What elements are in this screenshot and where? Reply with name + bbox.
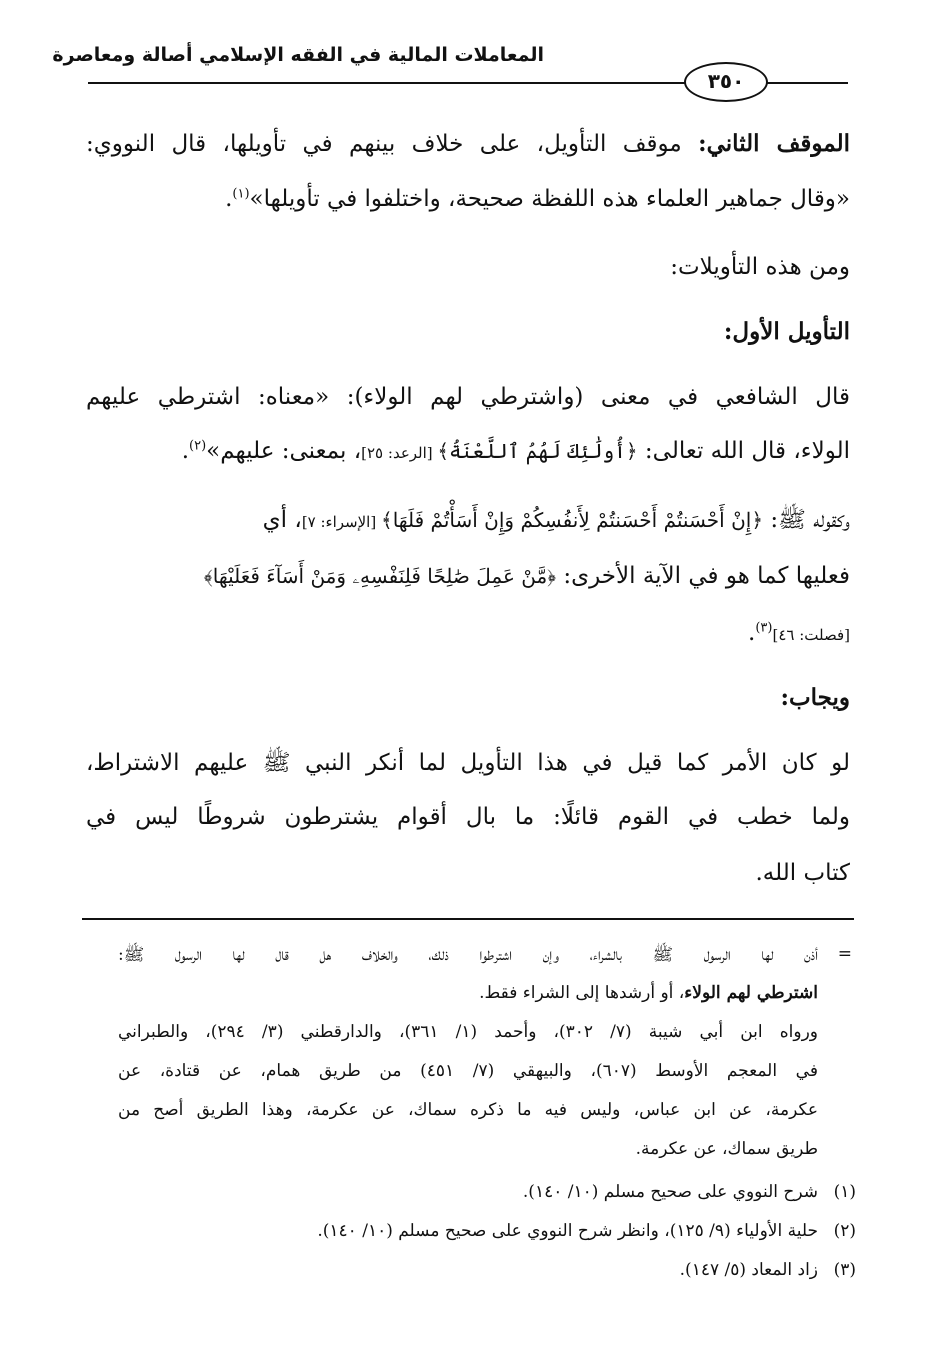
footnote-ref-2: (٢)	[189, 438, 207, 454]
paragraph-3-line-1: قال الشافعي في معنى (واشترطي لهم الولاء): «معناه: اشترطي عليهم	[86, 384, 850, 410]
footnote-continuation-line-6: طريق سماك، عن عكرمة.	[635, 1139, 818, 1159]
quran-verse-2: ﴿إِنْ أَحْسَنتُمْ أَحْسَنتُمْ لِأَنفُسِكُمْ وَإِنْ أَسَأْتُمْ فَلَهَا﴾	[380, 508, 764, 532]
paragraph-1-line-2	[86, 186, 850, 212]
paragraph-5-line-1: لو كان الأمر كما قيل في هذا التأويل لما أنكر النبي ﷺ عليهم الاشتراط،	[86, 750, 850, 776]
paragraph-4-end: .	[748, 620, 756, 646]
paragraph-4-line-1	[86, 505, 850, 539]
paragraph-1-end: .	[225, 186, 233, 212]
paragraph-4-text: وكقوله ﷺ:	[763, 507, 850, 533]
heading-response: ويجاب:	[780, 684, 850, 711]
paragraph-5-line-2: ولما خطب في القوم قائلًا: ما بال أقوام يشترطون شروطًا ليس في	[86, 804, 850, 830]
footnote-continuation-line-1: أذن لها الرسول ﷺ بالشراء، وإن اشترطوا ذلك، والخلاف هل قال لها الرسول ﷺ:	[118, 945, 818, 965]
footnote-continuation-marker: =	[837, 944, 852, 964]
footnote-2-marker: (٢)	[833, 1221, 856, 1241]
paragraph-4-text-b: ، أي	[262, 507, 302, 533]
verse-source-1: [الرعد: ٢٥]	[361, 444, 438, 462]
quran-verse-1: ﴿أُولَٰئِكَ لَهُمُ ٱللَّعْنَةُ﴾	[437, 439, 638, 463]
page-number: ٣٥٠	[684, 62, 768, 102]
verse-source-2: [الإسراء: ٧]	[301, 513, 381, 531]
paragraph-4-text-c: فعليها كما هو في الآية الأخرى:	[556, 563, 850, 589]
quran-verse-3: ﴿مَّنْ عَمِلَ صَٰلِحًا فَلِنَفْسِهِۦ وَمَنْ أَسَآءَ فَعَلَيْهَا﴾	[203, 564, 557, 588]
footnote-continuation-line-2	[118, 983, 818, 1003]
footnote-continuation-text: ، أو أرشدها إلى الشراء فقط.	[479, 983, 685, 1003]
paragraph-1-line-1	[86, 130, 850, 157]
paragraph-3-line-2	[86, 438, 850, 464]
footnote-bold-phrase: اشترطي لهم الولاء	[684, 983, 818, 1003]
paragraph-3-text-b: ، بمعنى: عليهم»	[206, 438, 362, 464]
verse-source-3: [فصلت: ٤٦]	[772, 626, 850, 644]
footnote-1-marker: (١)	[833, 1182, 856, 1202]
paragraph-3-text: الولاء، قال الله تعالى:	[637, 438, 850, 464]
footnote-ref-3: (٣)	[755, 620, 773, 636]
footnote-3-marker: (٣)	[833, 1260, 856, 1280]
footnote-1-text: شرح النووي على صحيح مسلم (١٠/ ١٤٠).	[522, 1182, 818, 1202]
footnote-continuation-line-4: في المعجم الأوسط (٦٠٧)، والبيهقي (٧/ ٤٥١) من طريق همام، عن قتادة، عن	[118, 1061, 818, 1081]
footnote-separator	[82, 918, 854, 920]
footnote-continuation-line-3: ورواه ابن أبي شيبة (٧/ ٣٠٢)، وأحمد (١/ ٣٦١)، والدارقطني (٣/ ٢٩٤)، والطبراني	[118, 1022, 818, 1042]
heading-first-interpretation: التأويل الأول:	[723, 318, 850, 345]
paragraph-5-line-3: كتاب الله.	[755, 860, 850, 886]
paragraph-4-line-2	[86, 563, 850, 589]
footnote-2-text: حلية الأولياء (٩/ ١٢٥)، وانظر شرح النووي على صحيح مسلم (١٠/ ١٤٠).	[317, 1221, 818, 1241]
paragraph-1-lead: الموقف الثاني:	[698, 130, 850, 157]
paragraph-3-end: .	[181, 438, 190, 464]
footnote-3-text: زاد المعاد (٥/ ١٤٧).	[679, 1260, 818, 1280]
footnote-ref-1: (١)	[232, 186, 250, 202]
paragraph-2: ومن هذه التأويلات:	[670, 254, 850, 280]
paragraph-1-text: موقف التأويل، على خلاف بينهم في تأويلها، قال النووي:	[86, 131, 699, 157]
running-title: المعاملات المالية في الفقه الإسلامي أصالة ومعاصرة	[52, 44, 544, 66]
footnote-continuation-line-5: عكرمة، عن ابن عباس، وليس فيه ما ذكره سماك، عن عكرمة، وهذا الطريق أصح من	[118, 1100, 818, 1120]
paragraph-4-line-3	[86, 620, 850, 646]
nawawi-quote: «وقال جماهير العلماء هذه اللفظة صحيحة، واختلفوا في تأويلها»	[249, 186, 850, 212]
